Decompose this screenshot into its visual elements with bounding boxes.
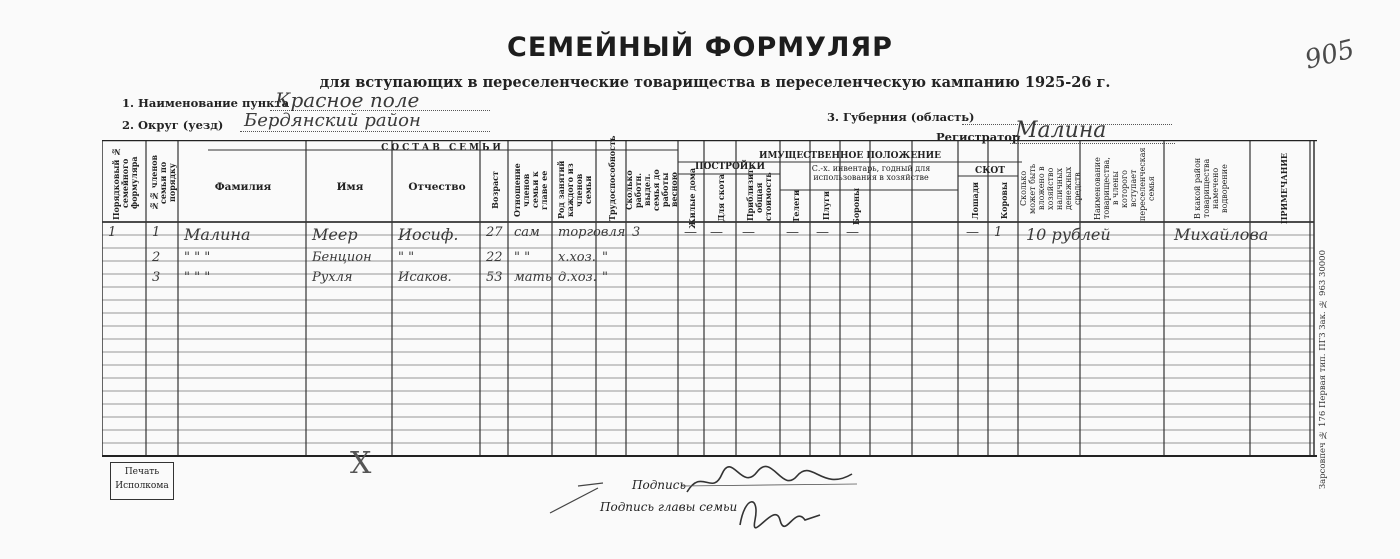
cell-member-no[interactable]: 3 bbox=[152, 270, 161, 285]
cell-patronymic[interactable]: Иосиф. bbox=[398, 225, 459, 244]
cell-relation[interactable]: " " bbox=[514, 250, 531, 265]
col-occupation: Род занятий каждого из членов семьи bbox=[556, 160, 593, 220]
cell-member-no[interactable]: 2 bbox=[152, 250, 161, 265]
pen-stroke bbox=[548, 478, 608, 518]
cell-ploughs[interactable]: — bbox=[816, 225, 829, 240]
cross-mark: X bbox=[350, 446, 372, 481]
signature-label: Подпись bbox=[632, 478, 687, 492]
cell-formular-no[interactable]: 1 bbox=[108, 225, 117, 240]
cell-patronymic[interactable]: " " bbox=[398, 250, 415, 265]
cell-workers[interactable]: 3 bbox=[632, 225, 641, 240]
buildings-header: ПОСТРОЙКИ bbox=[694, 162, 765, 172]
col-relation: Отношение членов семьи к главе ее bbox=[512, 163, 549, 217]
cell-age[interactable]: 22 bbox=[486, 250, 503, 265]
col-partnership: Наименование товарищества, в члены которого вступает переселенческая семья bbox=[1092, 147, 1156, 221]
col-cows: Коровы bbox=[998, 182, 1009, 220]
cell-occupation[interactable]: х.хоз. bbox=[558, 250, 596, 265]
registrar-label: Регистратор bbox=[936, 130, 1020, 144]
col-value: Приблизит. общая стоимость bbox=[744, 166, 773, 221]
point-value[interactable]: Красное поле bbox=[275, 88, 420, 112]
cell-carts[interactable]: — bbox=[786, 225, 799, 240]
col-ploughs: Плуги bbox=[820, 191, 831, 221]
registrar-value[interactable]: Малина bbox=[1015, 118, 1107, 143]
stamp-box bbox=[110, 462, 174, 500]
cell-ability[interactable]: " bbox=[602, 270, 608, 285]
cell-name[interactable]: Меер bbox=[312, 225, 358, 244]
cell-for-cattle[interactable]: — bbox=[710, 225, 723, 240]
col-for-cattle: Для скота bbox=[715, 174, 726, 222]
col-settlement: В какой район товарищества намечено водворение bbox=[1193, 157, 1229, 220]
cell-surname[interactable]: " " " bbox=[184, 250, 211, 265]
cell-settlement[interactable]: Михайлова bbox=[1174, 225, 1269, 244]
form-title: СЕМЕЙНЫЙ ФОРМУЛЯР bbox=[507, 32, 893, 63]
cell-occupation[interactable]: д.хоз. bbox=[558, 270, 597, 285]
col-note: ПРИМЕЧАНИЕ bbox=[1278, 152, 1289, 225]
col-name: Имя bbox=[336, 181, 364, 193]
district-label: 2. Округ (уезд) bbox=[122, 118, 224, 132]
inventory-header: С.-х. инвентарь, годный для использования в хозяйстве bbox=[811, 164, 931, 182]
cell-surname[interactable]: Малина bbox=[184, 225, 251, 244]
col-horses: Лошади bbox=[969, 182, 980, 220]
col-carts: Телеги bbox=[790, 189, 801, 223]
archive-number: 905 bbox=[1302, 34, 1358, 76]
property-header: ИМУЩЕСТВЕННОЕ ПОЛОЖЕНИЕ bbox=[758, 151, 942, 161]
cell-relation[interactable]: сам bbox=[514, 225, 540, 240]
col-surname: Фамилия bbox=[214, 181, 272, 193]
head-signature-label: Подпись главы семьи bbox=[600, 500, 738, 514]
cell-name[interactable]: Бенцион bbox=[312, 250, 372, 265]
col-houses: Жилые дома bbox=[686, 167, 697, 229]
cell-harrows[interactable]: — bbox=[846, 225, 859, 240]
stamp-label: Печать Исполкома bbox=[115, 467, 169, 491]
cell-patronymic[interactable]: Исаков. bbox=[398, 270, 452, 285]
cell-age[interactable]: 53 bbox=[486, 270, 503, 285]
col-formular-no: Порядковый № семейного формуляра bbox=[110, 146, 139, 220]
col-harrows: Бороны bbox=[850, 187, 861, 225]
printer-imprint: Зарсовпеч № 176 Первая тип. ПГЗ Зак. № 963 30000 bbox=[1318, 250, 1328, 490]
district-line bbox=[240, 131, 490, 132]
cell-member-no[interactable]: 1 bbox=[152, 225, 161, 240]
cell-relation[interactable]: мать bbox=[514, 270, 552, 285]
province-label: 3. Губерния (область) bbox=[827, 110, 975, 124]
cell-money[interactable]: 10 рублей bbox=[1026, 225, 1111, 244]
cell-cows[interactable]: 1 bbox=[994, 225, 1003, 240]
cell-occupation[interactable]: торговля bbox=[558, 225, 626, 240]
col-workers: Сколько работн. выдел. семья до работы весною bbox=[624, 169, 679, 211]
cell-value[interactable]: — bbox=[742, 225, 755, 240]
cell-name[interactable]: Рухля bbox=[312, 270, 353, 285]
district-value[interactable]: Бердянский район bbox=[244, 110, 421, 131]
col-age: Возраст bbox=[489, 171, 500, 209]
col-member-no: №№ членов семьи по порядку bbox=[148, 154, 177, 212]
cell-horses[interactable]: — bbox=[966, 225, 979, 240]
family-composition-header: СОСТАВ СЕМЬИ bbox=[381, 143, 504, 153]
cell-surname[interactable]: " " " bbox=[184, 270, 211, 285]
point-label: 1. Наименование пункта bbox=[122, 96, 290, 110]
livestock-header: СКОТ bbox=[975, 166, 1005, 176]
cell-ability[interactable]: " bbox=[602, 250, 608, 265]
col-money: Сколько может быть вложено в хозяйство наличных денежных средств bbox=[1018, 163, 1082, 214]
col-ability: Трудоспособность bbox=[606, 135, 617, 221]
cell-age[interactable]: 27 bbox=[486, 225, 503, 240]
col-patronymic: Отчество bbox=[408, 181, 466, 193]
cell-houses[interactable]: — bbox=[684, 225, 697, 240]
head-signature bbox=[735, 490, 825, 535]
form-subtitle: для вступающих в переселенческие товарищества в переселенческую кампанию 1925-26 г. bbox=[319, 74, 1111, 91]
